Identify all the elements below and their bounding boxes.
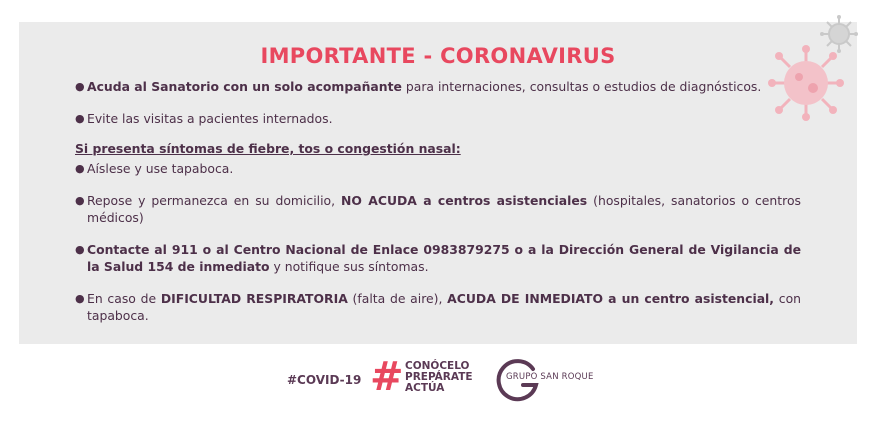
item-text: Repose y permanezca en su domicilio, [87,193,342,208]
bullet-icon: ● [75,80,85,93]
notice-panel [19,22,857,344]
list-item [75,160,801,177]
slogan [405,361,473,394]
item-text: Aíslese y use tapaboca. [87,161,234,176]
item-bold-text: ACUDA DE INMEDIATO a un centro asistencial, [447,291,775,306]
item-bold-text: NO ACUDA a centros asistenciales [341,193,588,208]
item-text: con tapaboca. [87,291,801,323]
hashtag-icon: # [370,354,404,400]
list-item [75,78,801,95]
footer [0,355,876,415]
bullet-icon: ● [75,292,85,305]
item-text: para internaciones, consultas o estudios de diagnósticos. [401,79,762,94]
item-text: En caso de [87,291,161,306]
item-bold-text: Acuda al Sanatorio con un solo acompañante [87,79,402,94]
bullet-icon: ● [75,162,85,175]
bullet-icon: ● [75,243,85,256]
item-bold-text: Contacte al 911 o al Centro Nacional de Enlace 0983879275 o a la Dirección General de Vigilancia de la Salud 154 de inmediato [87,242,801,274]
page-title: IMPORTANTE - CORONAVIRUS [260,44,616,68]
covid-hashtag: #COVID-19 [287,373,362,387]
list-item [75,241,801,275]
item-bold-text: DIFICULTAD RESPIRATORIA [160,291,348,306]
notice-content [75,78,801,339]
slogan-line: ACTÚA [405,382,445,394]
list-item [75,192,801,226]
bullet-icon: ● [75,112,85,125]
symptoms-subheading: Si presenta síntomas de fiebre, tos o congestión nasal: [75,141,461,156]
logo-text: GRUPO SAN ROQUE [506,372,594,382]
bullet-icon: ● [75,194,85,207]
list-item [75,110,801,127]
list-item [75,290,801,324]
item-text: (hospitales, sanatorios o centros médicos) [87,193,802,225]
slogan-line: PREPÁRATE [405,371,473,383]
item-text: Evite las visitas a pacientes internados. [87,111,333,126]
slogan-line: CONÓCELO [405,360,470,372]
item-text: y notifique sus síntomas. [269,259,429,274]
item-text: (falta de aire), [347,291,448,306]
